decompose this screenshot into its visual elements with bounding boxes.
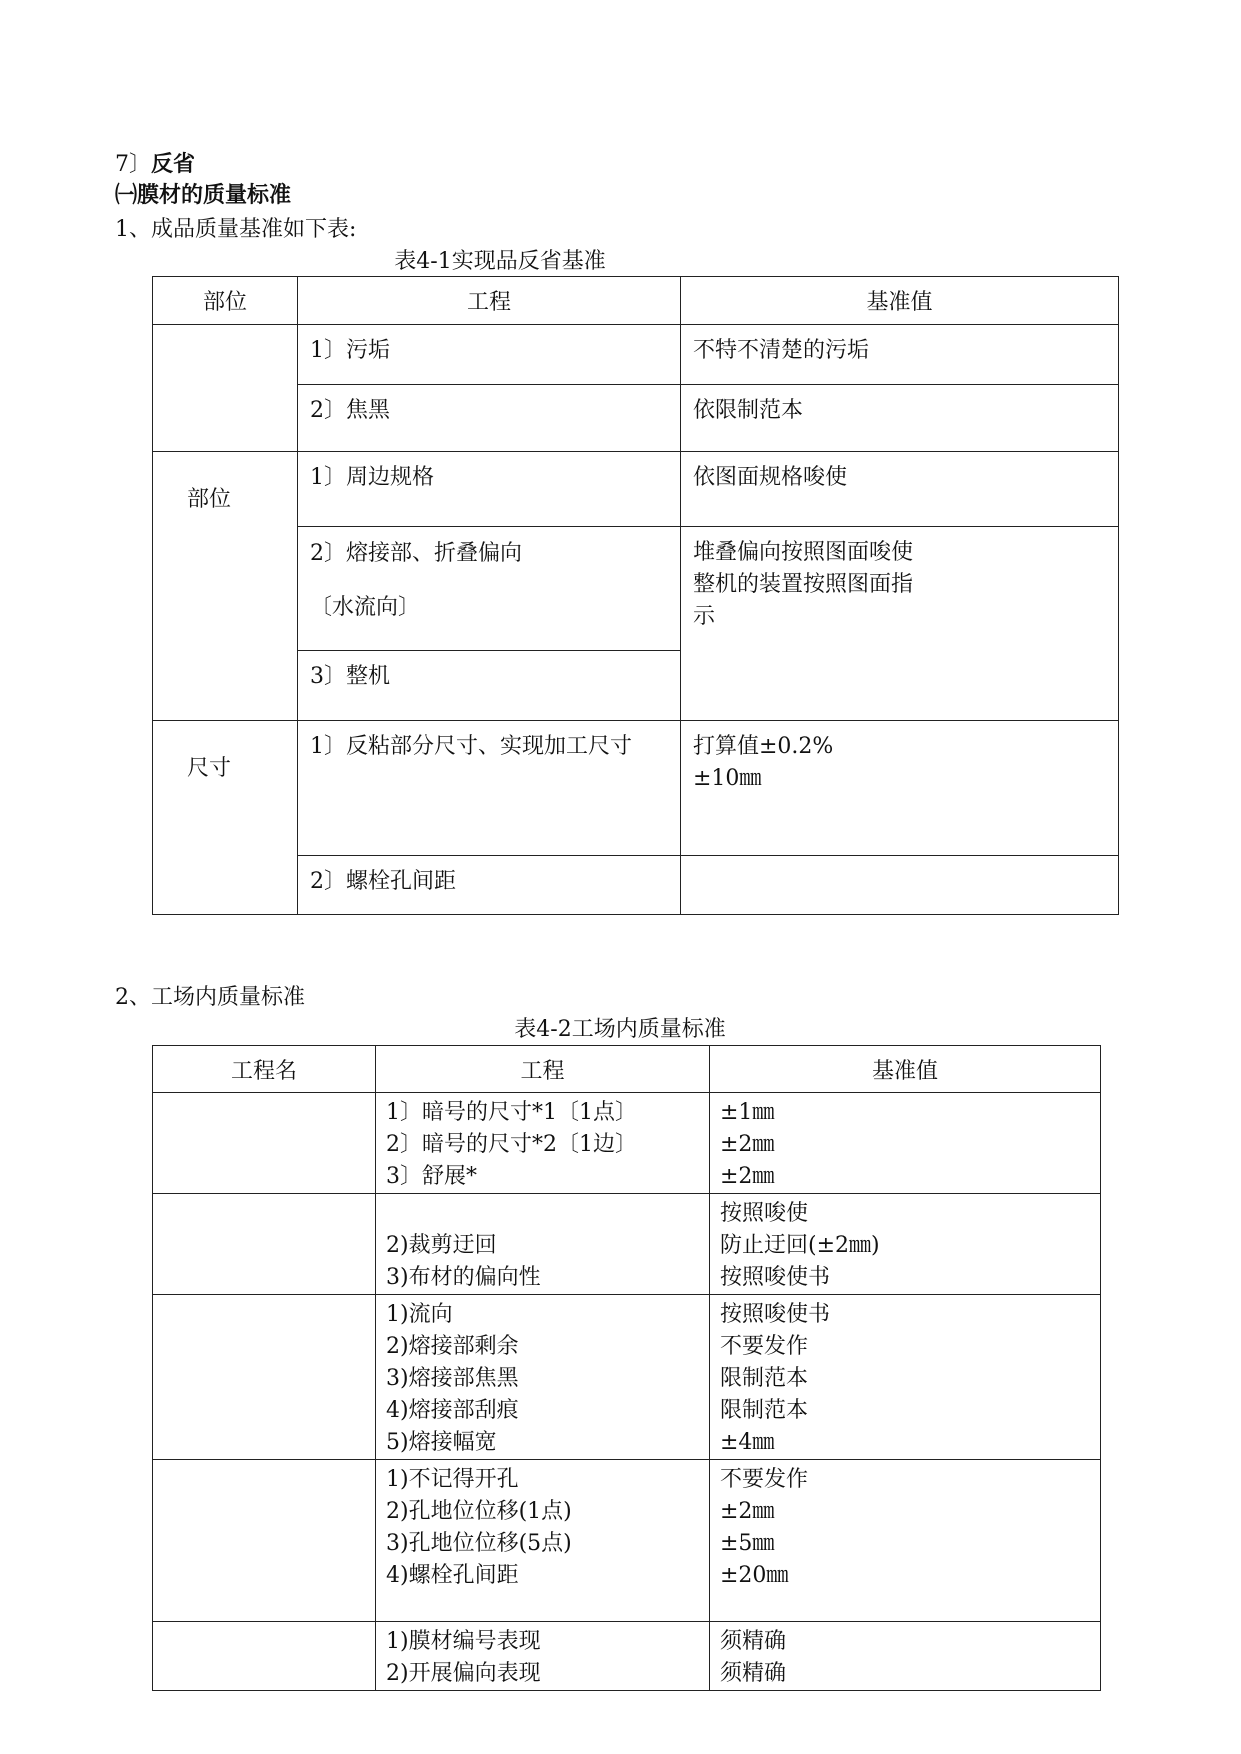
table2-header-name: 工程名 (153, 1046, 376, 1093)
table1-process-cell: 2〕焦黑 (298, 385, 681, 452)
quality-table-2 (152, 1045, 1101, 1691)
table1-process-cell: 1〕反粘部分尺寸、实现加工尺寸 (298, 721, 681, 856)
table2-value-cell: 按照唆使 防止迂回(±2㎜) 按照唆使书 (710, 1194, 1101, 1295)
table2-value-cell: 不要发作 ±2㎜ ±5㎜ ±20㎜ (710, 1460, 1101, 1622)
table1-value-cell: 依图面规格唆使 (681, 452, 1119, 527)
table1-process-cell: 2〕熔接部、折叠偏向 〔水流向〕 (298, 527, 681, 651)
table2-process-cell: 1)膜材编号表现 2)开展偏向表现 (376, 1622, 710, 1691)
table1-value-cell: 打算值±0.2% ±10㎜ (681, 721, 1119, 856)
table-row (153, 452, 1119, 527)
table-row (153, 325, 1119, 385)
table2-value-cell: 须精确 须精确 (710, 1622, 1101, 1691)
section-heading-number: 7〕 (115, 152, 151, 177)
table-row (153, 527, 1119, 651)
table2-process-cell: 1)不记得开孔 2)孔地位位移(1点) 3)孔地位位移(5点) 4)螺栓孔间距 (376, 1460, 710, 1622)
table2-process-cell: 1)流向 2)熔接部剩余 3)熔接部焦黑 4)熔接部刮痕 5)熔接幅宽 (376, 1295, 710, 1460)
table2-process-cell: 1〕暗号的尺寸*1〔1点〕 2〕暗号的尺寸*2〔1边〕 3〕舒展* (376, 1093, 710, 1194)
subheading: ㈠膜材的质量标准 (115, 183, 292, 208)
table-row (153, 721, 1119, 856)
table2-name-cell (153, 1295, 376, 1460)
table1-caption: 表4-1实现品反省基准 (394, 249, 606, 274)
table2-value-cell: ±1㎜ ±2㎜ ±2㎜ (710, 1093, 1101, 1194)
table2-caption: 表4-2工场内质量标准 (514, 1017, 726, 1042)
table1-process-cell: 1〕污垢 (298, 325, 681, 385)
table-row (153, 1295, 1101, 1460)
table1-process-cell: 1〕周边规格 (298, 452, 681, 527)
item1-label: 1、成品质量基准如下表: (115, 217, 357, 242)
quality-table-1 (152, 276, 1119, 915)
table1-process-cell: 3〕整机 (298, 651, 681, 721)
table1-part-cell (153, 325, 298, 452)
table1-process-cell: 2〕螺栓孔间距 (298, 856, 681, 915)
table2-header-process: 工程 (376, 1046, 710, 1093)
table2-name-cell (153, 1622, 376, 1691)
table-row (153, 1093, 1101, 1194)
table1-header-value: 基准值 (681, 277, 1119, 325)
table-row (153, 385, 1119, 452)
table2-process-cell: 2)裁剪迂回 3)布材的偏向性 (376, 1194, 710, 1295)
item2-label: 2、工场内质量标准 (115, 985, 305, 1010)
table1-value-cell: 依限制范本 (681, 385, 1119, 452)
table2-name-cell (153, 1460, 376, 1622)
section-heading (115, 151, 195, 179)
table1-value-cell: 不特不清楚的污垢 (681, 325, 1119, 385)
table-row (153, 1622, 1101, 1691)
table2-value-cell: 按照唆使书 不要发作 限制范本 限制范本 ±4㎜ (710, 1295, 1101, 1460)
table1-value-cell: 堆叠偏向按照图面唆使 整机的装置按照图面指 示 (681, 527, 1119, 721)
table2-header-row (153, 1046, 1101, 1093)
table-row (153, 1460, 1101, 1622)
table1-value-cell (681, 856, 1119, 915)
table1-part-cell: 部位 (153, 452, 298, 721)
table1-header-process: 工程 (298, 277, 681, 325)
table1-part-cell: 尺寸 (153, 721, 298, 915)
table1-header-row (153, 277, 1119, 325)
table-row (153, 1194, 1101, 1295)
table-row (153, 856, 1119, 915)
table2-header-value: 基准值 (710, 1046, 1101, 1093)
table2-name-cell (153, 1093, 376, 1194)
table2-name-cell (153, 1194, 376, 1295)
table1-header-part: 部位 (153, 277, 298, 325)
section-heading-text: 反省 (151, 152, 196, 177)
